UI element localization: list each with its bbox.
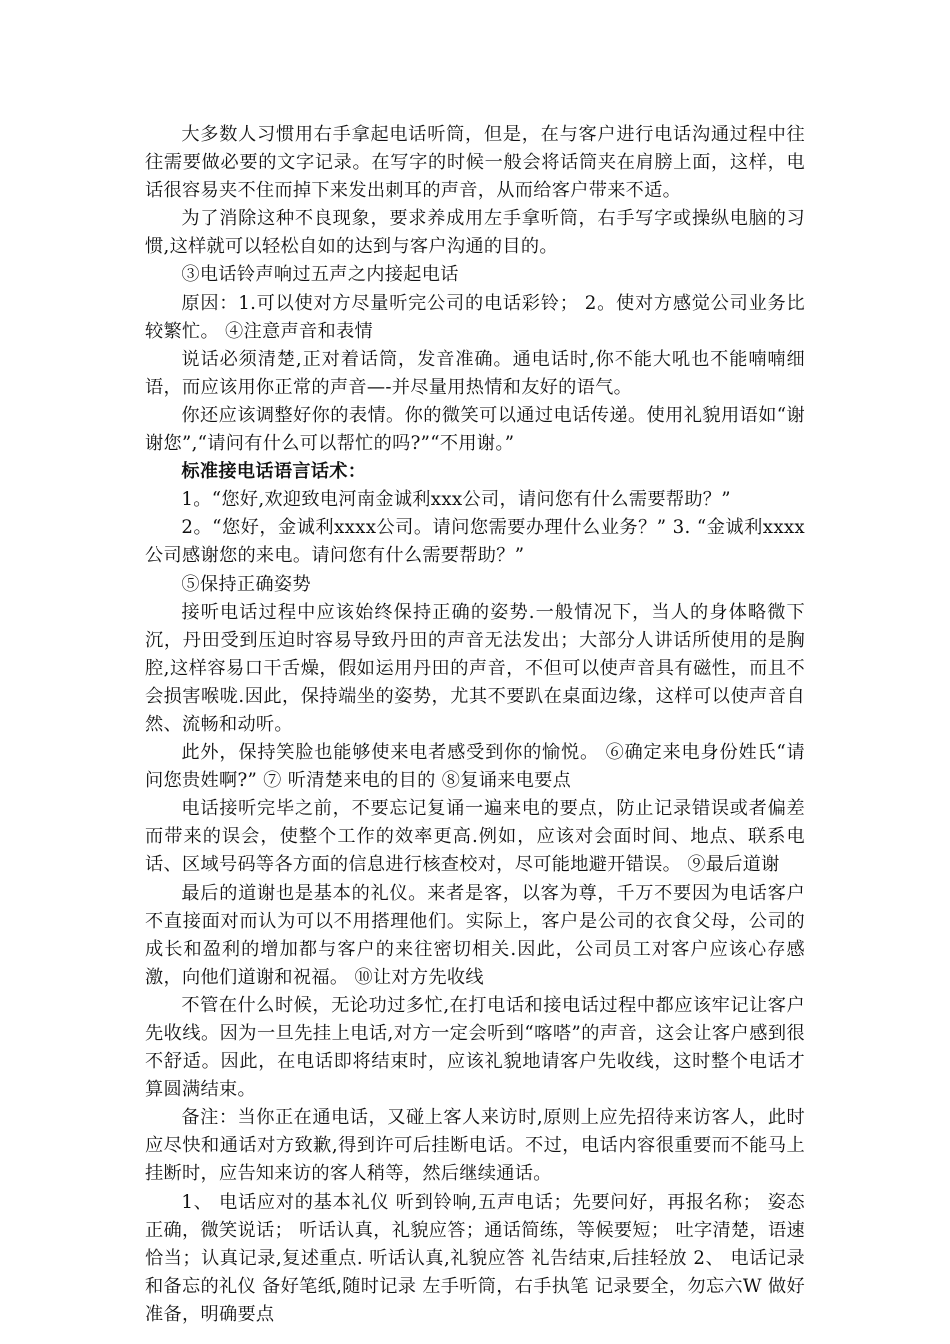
paragraph: 备注：当你正在通电话，又碰上客人来访时,原则上应先招待来访客人，此时应尽快和通话对方致歉,得到许可后挂断电话。不过，电话内容很重要而不能马上挂断时，应告知来访的客人稍等，然后继续通话。: [145, 1107, 805, 1185]
paragraph: 电话接听完毕之前，不要忘记复诵一遍来电的要点，防止记录错误或者偏差而带来的误会，使整个工作的效率更高.例如，应该对会面时间、地点、联系电话、区域号码等各方面的信息进行核查校对，尽可能地避开错误。 ⑨最后道谢: [145, 798, 805, 876]
paragraph: 此外，保持笑脸也能够使来电者感受到你的愉悦。 ⑥确定来电身份姓氏“请问您贵姓啊?” ⑦ 听清楚来电的目的 ⑧复诵来电要点: [145, 742, 805, 792]
paragraph: 接听电话过程中应该始终保持正确的姿势.一般情况下，当人的身体略微下沉，丹田受到压迫时容易导致丹田的声音无法发出；大部分人讲话所使用的是胸腔,这样容易口干舌燥，假如运用丹田的声音，不但可以使声音具有磁性，而且不会损害喉咙.因此，保持端坐的姿势，尤其不要趴在桌面边缘，这样可以使声音自然、流畅和动听。: [145, 601, 805, 735]
paragraph: ③电话铃声响过五声之内接起电话: [181, 264, 459, 286]
paragraph: 最后的道谢也是基本的礼仪。来者是客，以客为尊，千万不要因为电话客户不直接面对而认为可以不用搭理他们。实际上，客户是公司的衣食父母，公司的成长和盈利的增加都与客户的来往密切相关.因此，公司员工对客户应该心存感激，向他们道谢和祝福。 ⑩让对方先收线: [145, 882, 805, 988]
section-heading: 标准接电话语言话术：: [181, 461, 367, 483]
paragraph: 为了消除这种不良现象，要求养成用左手拿听筒，右手写字或操纵电脑的习惯,这样就可以轻松自如的达到与客户沟通的目的。: [145, 208, 805, 258]
paragraph: 2。“您好，金诚利xxxx公司。请问您需要办理什么业务？” 3. “金诚利xxxx公司感谢您的来电。请问您有什么需要帮助？”: [145, 517, 805, 567]
paragraph: 说话必须清楚,正对着话筒，发音准确。通电话时,你不能大吼也不能喃喃细语，而应该用你正常的声音—-并尽量用热情和友好的语气。: [145, 348, 805, 398]
paragraph: 你还应该调整好你的表情。你的微笑可以通过电话传递。使用礼貌用语如“谢谢您”,“请问有什么可以帮忙的吗?”“不用谢。”: [145, 404, 805, 455]
paragraph: 不管在什么时候，无论功过多忙,在打电话和接电话过程中都应该牢记让客户先收线。因为一旦先挂上电话,对方一定会听到“喀嗒”的声音，这会让客户感到很不舒适。因此，在电话即将结束时，应该礼貌地请客户先收线，这时整个电话才算圆满结束。: [145, 994, 805, 1101]
paragraph: ⑤保持正确姿势: [181, 573, 311, 595]
paragraph: 1。“您好,欢迎致电河南金诚利xxx公司，请问您有什么需要帮助？”: [181, 489, 731, 511]
paragraph: 1、 电话应对的基本礼仪 听到铃响,五声电话；先要问好，再报名称； 姿态正确，微笑说话； 听话认真，礼貌应答；通话简练，等候要短； 吐字清楚，语速恰当；认真记录,复述重点. 听话认真,礼貌应答 礼告结束,后挂轻放 2、 电话记录和备忘的礼仪 备好笔纸,随时记录 左手听筒，右手执笔 记录要全，勿忘六W 做好准备，明确要点: [145, 1191, 805, 1325]
document-page: [145, 121, 805, 1329]
paragraph: 原因：1.可以使对方尽量听完公司的电话彩铃； 2。使对方感觉公司业务比较繁忙。 ④注意声音和表情: [145, 292, 805, 342]
paragraph: 大多数人习惯用右手拿起电话听筒，但是，在与客户进行电话沟通过程中往往需要做必要的文字记录。在写字的时候一般会将话筒夹在肩膀上面，这样，电话很容易夹不住而掉下来发出刺耳的声音，从而给客户带来不适。: [145, 124, 805, 202]
